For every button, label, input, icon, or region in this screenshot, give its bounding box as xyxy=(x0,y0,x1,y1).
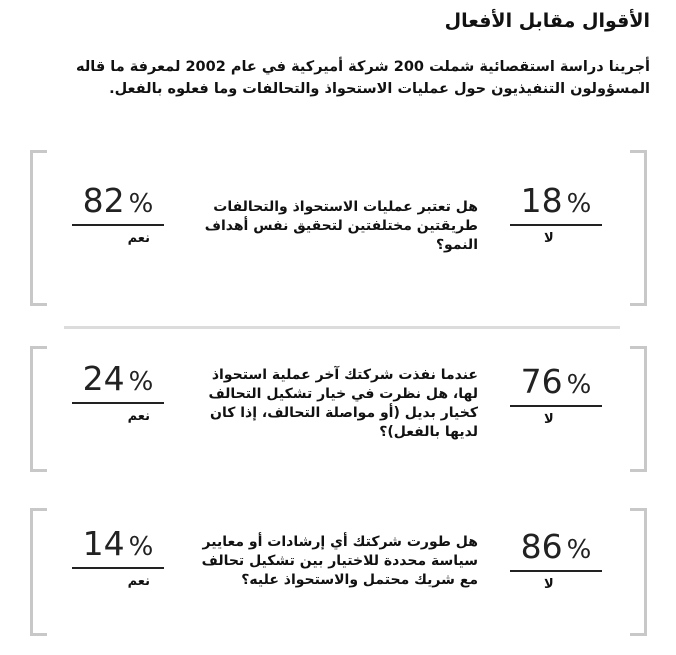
underline xyxy=(72,567,164,569)
intro-text: أجرينا دراسة استقصائية شملت 200 شركة أميركية في عام 2002 لمعرفة ما قاله المسؤولون التنفيذيون حول عمليات الاستحواذ والتحالفات وما فعلوه بالفعل. xyxy=(76,59,650,97)
left-bracket xyxy=(30,508,47,636)
percent-sign: % xyxy=(128,367,154,397)
yes-stat-2 xyxy=(72,359,164,432)
question-1: هل تعتبر عمليات الاستحواذ والتحالفات طريقتين مختلفتين لتحقيق نفس أهداف النمو؟ xyxy=(204,199,478,253)
right-bracket xyxy=(630,508,647,636)
underline xyxy=(72,224,164,226)
no-label: لا xyxy=(544,577,554,592)
underline xyxy=(72,402,164,404)
percent-sign: % xyxy=(566,535,592,565)
no-label: لا xyxy=(544,231,554,246)
yes-label: نعم xyxy=(127,574,150,589)
question-2: عندما نفذت شركتك آخر عملية استحواذ لها، هل نظرت في خيار تشكيل التحالف كخيار بديل (أو مواصلة التحالف، إذا كان لديها بالفعل)؟ xyxy=(208,367,478,440)
percent-sign: % xyxy=(566,370,592,400)
no-stat-2 xyxy=(510,362,602,435)
no-stat-1 xyxy=(510,181,602,254)
yes-stat-3 xyxy=(72,524,164,597)
yes-stat-1 xyxy=(72,181,164,254)
yes-label: نعم xyxy=(127,231,150,246)
divider xyxy=(64,326,620,329)
no-label: لا xyxy=(544,412,554,427)
no-value: 86 xyxy=(520,527,563,566)
question-3: هل طورت شركتك أي إرشادات أو معايير سياسة محددة للاختيار بين تشكيل تحالف مع شريك محتمل والاستحواذ عليه؟ xyxy=(201,534,478,588)
no-value: 76 xyxy=(520,362,563,401)
yes-value: 14 xyxy=(82,524,125,563)
percent-sign: % xyxy=(128,532,154,562)
underline xyxy=(510,224,602,226)
underline xyxy=(510,405,602,407)
left-bracket xyxy=(30,150,47,306)
no-stat-3 xyxy=(510,527,602,600)
page-title: الأقوال مقابل الأفعال xyxy=(444,10,650,32)
left-bracket xyxy=(30,346,47,472)
yes-value: 24 xyxy=(82,359,125,398)
percent-sign: % xyxy=(566,189,592,219)
right-bracket xyxy=(630,150,647,306)
yes-label: نعم xyxy=(127,409,150,424)
underline xyxy=(510,570,602,572)
right-bracket xyxy=(630,346,647,472)
percent-sign: % xyxy=(128,189,154,219)
no-value: 18 xyxy=(520,181,563,220)
yes-value: 82 xyxy=(82,181,125,220)
